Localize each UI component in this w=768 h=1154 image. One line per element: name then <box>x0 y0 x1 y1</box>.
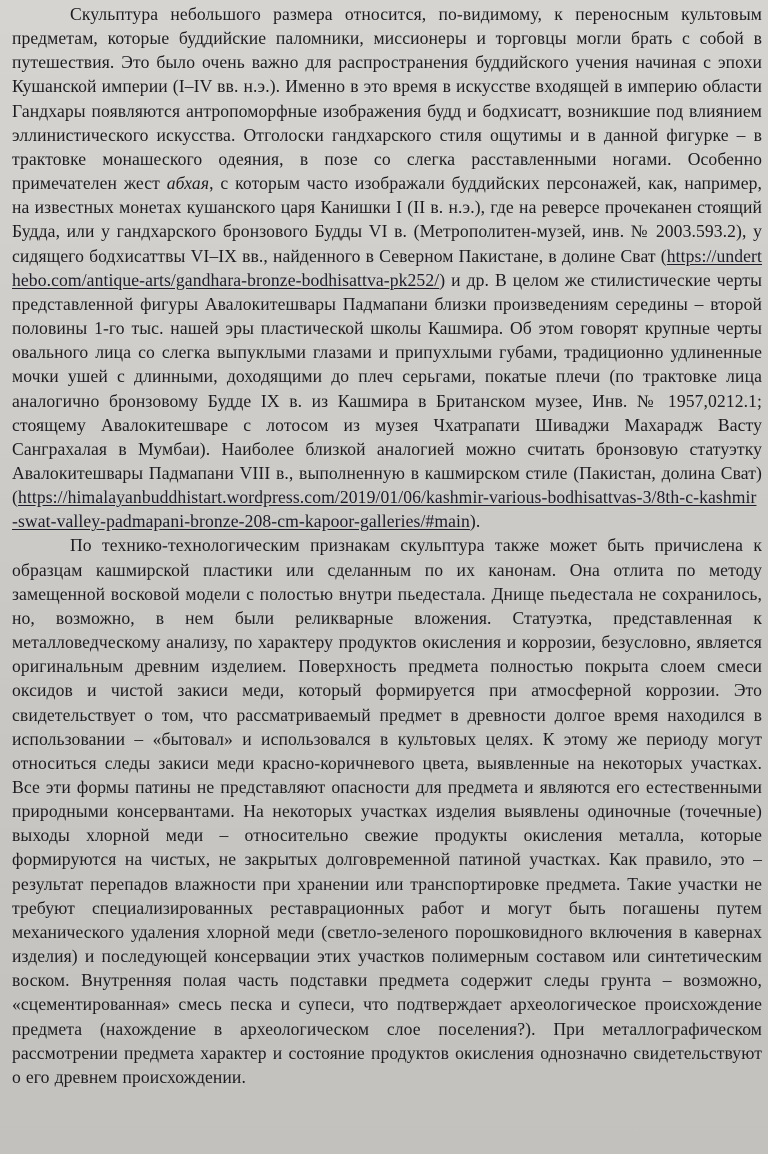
reference-link-himalayanbuddhistart[interactable]: https://himalayanbuddhistart.wordpress.com/2019/01/06/kashmir-various-bodhisattvas-3/8th-c-kashmir-swat-valley-padmapani-bronze-208-cm-kapoor-galleries/#main <box>12 487 757 532</box>
paragraph-1-text-a: Скульптура небольшого размера относится, по-видимому, к переносным культовым предметам, которые буддийские паломники, миссионеры и торговцы могли брать с собой в путешествия. Это было очень важно для распространения буддийского учения начиная с эпохи Кушанской империи (I–IV вв. н.э.). Именно в это время в искусстве входящей в империю области Гандхары появляются антропоморфные изображения будд и бодхисатт, возникшие под влиянием эллинистического искусства. Отголоски гандхарского стиля ощутимы и в данной фигурке – в трактовке монашеского одеяния, в позе со слегка расставленными ногами. Особенно примечателен жест <box>12 4 762 194</box>
paragraph-1-text-c: ) и др. В целом же стилистические черты представленной фигуры Авалокитешвары Падмапани близки произведениям середины – второй половины 1-го тыс. нашей эры пластической школы Кашмира. Об этом говорят крупные черты овального лица со слегка выпуклыми глазами и припухлыми губами, традиционно удлиненные мочки ушей с длинными, доходящими до плеч серьгами, покатые плечи (по трактовке лица аналогично бронзовому Будде IX в. из Кашмира в Британском музее, Инв. № 1957,0212.1; стоящему Авалокитешваре с лотосом из музея Чхатрапати Шиваджи Махарадж Васту Санграхалая в Мумбаи). Наиболее близкой аналогией можно считать бронзовую статуэтку Авалокитешвары Падмапани VIII в., выполненную в кашмирском стиле (Пакистан, долина Сват) ( <box>12 269 762 508</box>
paragraph-1-text-b: , с которым часто изображали буддийских персонажей, как, например, на известных монетах кушанского царя Канишки I (II в. н.э.), где на реверсе прочеканен стоящий Будда, или у гандхарского бронзового Будды VI в. (Метрополитен-музей, инв. № 2003.593.2), у сидящего бодхисаттвы VI–IX вв., найденного в Северном Пакистане, в долине Сват ( <box>12 173 762 266</box>
paragraph-2: По технико-технологическим признакам скульптура также может быть причислена к образцам кашмирской пластики или сделанным по их канонам. Она отлита по методу замещенной восковой модели с полостью внутри пьедестала. Днище пьедестала не сохранилось, но, возможно, в нем были реликварные вложения. Статуэтка, представленная к металловедческому анализу, по характеру продуктов окисления и коррозии, безусловно, является оригинальным древним изделием. Поверхность предмета полностью покрыта слоем смеси оксидов и чистой закиси меди, который формируется при атмосферной коррозии. Это свидетельствует о том, что рассматриваемый предмет в древности долгое время находился в использовании – «бытовал» и использовался в культовых целях. К этому же периоду могут относиться следы закиси меди красно-коричневого цвета, выявленные на некоторых участках. Все эти формы патины не представляют опасности для предмета и являются его естественными природными консервантами. На некоторых участках изделия выявлены одиночные (точечные) выходы хлорной меди – относительно свежие продукты окисления металла, которые формируются на чистых, не закрытых долговременной патиной участках. Как правило, это – результат перепадов влажности при хранении или транспортировке предмета. Такие участки не требуют специализированных реставрационных работ и могут быть погашены путем механического удаления хлорной меди (светло-зеленого порошковидного включения в кавернах изделия) и последующей консервации этих участков полимерным составом или синтетическим воском. Внутренняя полая часть подставки предмета содержит следы грунта – возможно, «сцементированная» смесь песка и супеси, что подтверждает археологическое происхождение предмета (нахождение в археологическом слое поселения?). При металлографическом рассмотрении предмета характер и состояние продуктов окисления однозначно свидетельствуют о его древнем происхождении. <box>12 535 762 1087</box>
abhaya-term: абхая <box>166 173 210 194</box>
paragraph-1 <box>12 2 762 533</box>
reference-link-underthebo[interactable]: https://underthebo.com/antique-arts/gandhara-bronze-bodhisattva-pk252/ <box>12 245 762 290</box>
paragraph-1-text-d: ). <box>469 511 481 532</box>
